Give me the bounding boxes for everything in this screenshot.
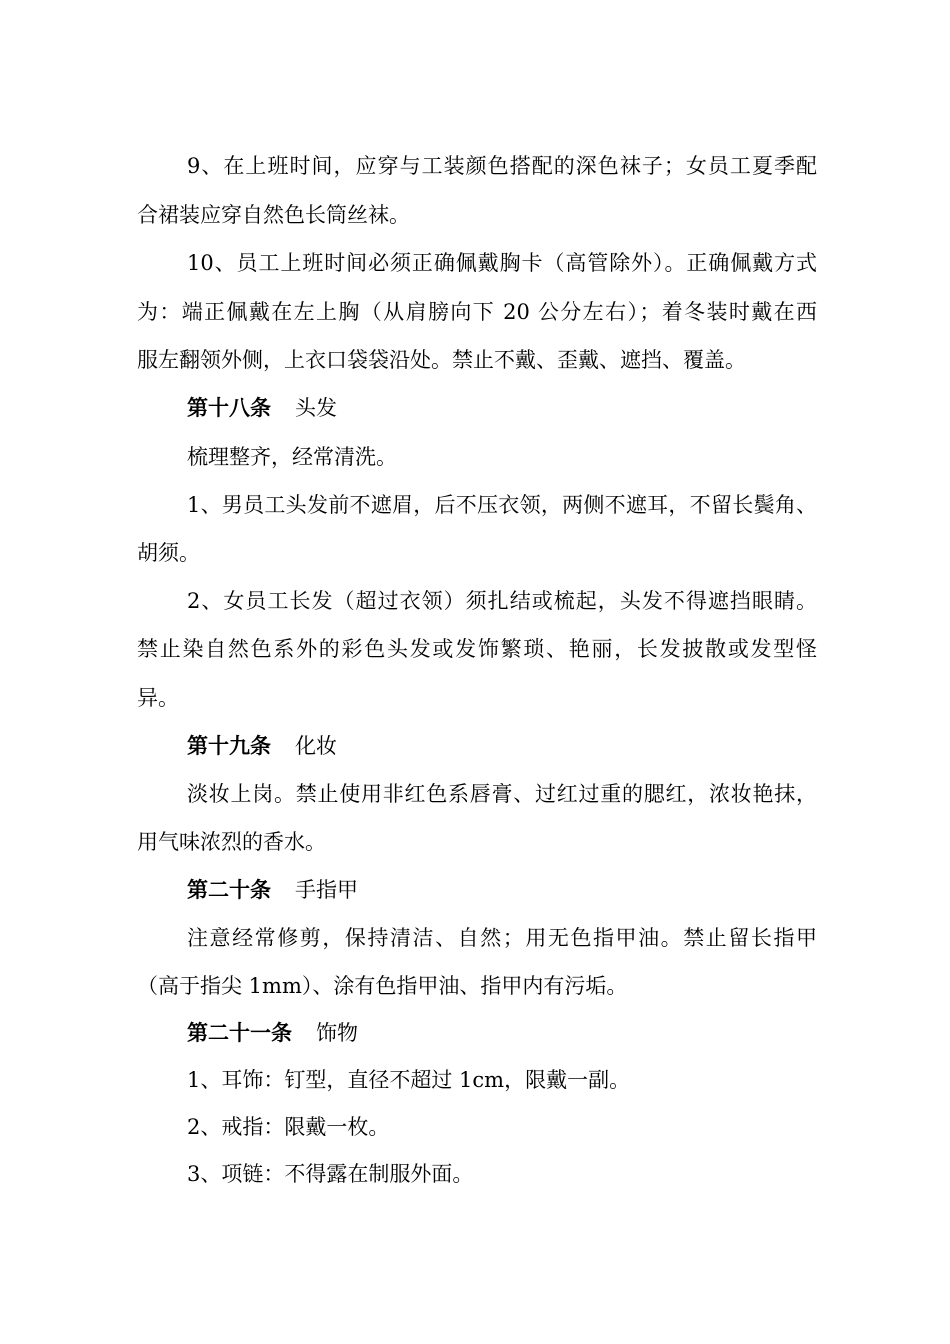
article-19-text-line1: 淡妆上岗。禁止使用非红色系唇膏、过红过重的腮红，浓妆艳抹， (187, 782, 817, 806)
article-18-item2-line2: 禁止染自然色系外的彩色头发或发饰繁琐、艳丽，长发披散或发型怪 (137, 637, 817, 661)
article-21-heading (187, 1019, 817, 1047)
article-21-number: 第二十一条 (187, 1020, 292, 1045)
article-18-item1-line1: 1、男员工头发前不遮眉，后不压衣领，两侧不遮耳，不留长鬓角、 (187, 493, 817, 517)
paragraph-item10-line3: 服左翻领外侧，上衣口袋袋沿处。禁止不戴、歪戴、遮挡、覆盖。 (137, 348, 746, 372)
article-18-heading (187, 394, 817, 422)
article-18-item1-line2: 胡须。 (137, 541, 200, 565)
article-19-number: 第十九条 (187, 733, 271, 758)
article-18-number: 第十八条 (187, 395, 271, 420)
article-20-text-line1: 注意经常修剪，保持清洁、自然；用无色指甲油。禁止留长指甲 (187, 926, 817, 950)
article-18-item2-line1: 2、女员工长发（超过衣领）须扎结或梳起，头发不得遮挡眼睛。 (187, 589, 817, 613)
paragraph-item9-line2: 合裙装应穿自然色长筒丝袜。 (137, 203, 410, 227)
article-21-item1: 1、耳饰：钉型，直径不超过 1cm，限戴一副。 (187, 1068, 631, 1092)
paragraph-item9-line1: 9、在上班时间，应穿与工装颜色搭配的深色袜子；女员工夏季配 (187, 154, 817, 178)
article-20-number: 第二十条 (187, 877, 271, 902)
article-19-text-line2: 用气味浓烈的香水。 (137, 830, 326, 854)
article-18-title: 头发 (295, 396, 337, 420)
article-18-item2-line3: 异。 (137, 686, 179, 710)
paragraph-item10-line2: 为：端正佩戴在左上胸（从肩膀向下 20 公分左右）；着冬装时戴在西 (137, 300, 817, 324)
paragraph-item10-line1: 10、员工上班时间必须正确佩戴胸卡（高管除外）。正确佩戴方式 (187, 251, 817, 275)
article-20-text-line2: （高于指尖 1mm）、涂有色指甲油、指甲内有污垢。 (137, 974, 628, 998)
article-20-heading (187, 876, 817, 904)
article-20-title: 手指甲 (295, 878, 358, 902)
article-18-intro: 梳理整齐，经常清洗。 (187, 445, 397, 469)
article-21-item2: 2、戒指：限戴一枚。 (187, 1115, 390, 1139)
article-19-heading (187, 732, 817, 760)
article-21-title: 饰物 (316, 1021, 358, 1045)
article-21-item3: 3、项链：不得露在制服外面。 (187, 1162, 474, 1186)
article-19-title: 化妆 (295, 734, 337, 758)
